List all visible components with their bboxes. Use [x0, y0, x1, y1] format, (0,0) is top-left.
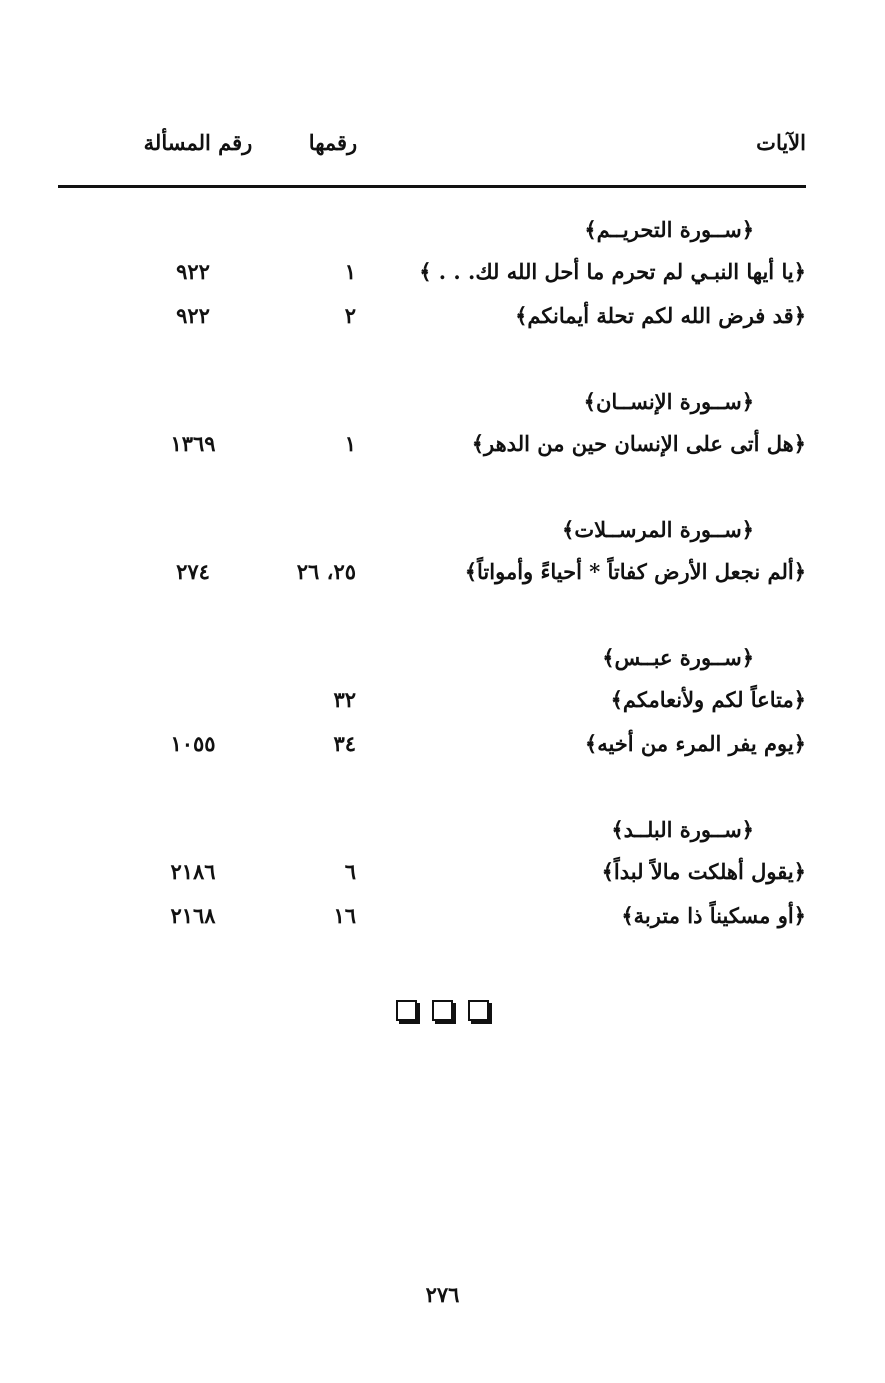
square-icon — [432, 1000, 453, 1021]
surah-section — [58, 638, 806, 766]
verse-number: ٢ — [344, 303, 356, 328]
verse-text: ﴿ألم نجعل الأرض كفاتاً * أحياءً وأمواتاً﴾ — [464, 559, 806, 584]
surah-section — [58, 382, 806, 466]
surah-title: ﴿ســورة المرســلات﴾ — [562, 517, 754, 542]
verse-row — [58, 722, 806, 766]
square-icon — [468, 1000, 489, 1021]
surah-title: ﴿ســورة البلــد﴾ — [611, 817, 754, 842]
square-icon — [396, 1000, 417, 1021]
verse-row — [58, 250, 806, 294]
verse-row — [58, 894, 806, 938]
issue-number: ٩٢٢ — [176, 259, 210, 284]
verse-row — [58, 850, 806, 894]
table-header — [58, 130, 806, 170]
issue-number: ١٣٦٩ — [170, 431, 216, 456]
verse-number: ١ — [344, 259, 356, 284]
issue-number: ٢١٦٨ — [170, 903, 216, 928]
verse-text: ﴿يا أيها النبـي لم تحرم ما أحل الله لك. . . ﴾ — [419, 259, 806, 284]
verse-row — [58, 294, 806, 338]
surah-title: ﴿ســورة الإنســان﴾ — [583, 389, 754, 414]
verse-number: ١ — [344, 431, 356, 456]
verse-row — [58, 678, 806, 722]
verse-text: ﴿قد فرض الله لكم تحلة أيمانكم﴾ — [515, 303, 806, 328]
verse-number: ١٦ — [333, 903, 356, 928]
issue-number: ٩٢٢ — [176, 303, 210, 328]
verse-number: ٢٥، ٢٦ — [296, 559, 356, 584]
verse-text: ﴿يوم يفر المرء من أخيه﴾ — [584, 731, 806, 756]
verse-number: ٣٤ — [333, 731, 356, 756]
verse-row — [58, 422, 806, 466]
verse-index-list — [58, 210, 806, 982]
surah-title: ﴿ســورة التحريــم﴾ — [584, 217, 754, 242]
verse-text: ﴿أو مسكيناً ذا متربة﴾ — [621, 903, 806, 928]
surah-title: ﴿ســورة عبــس﴾ — [602, 645, 754, 670]
verse-text: ﴿متاعاً لكم ولأنعامكم﴾ — [610, 687, 806, 712]
verse-number: ٣٢ — [333, 687, 356, 712]
issue-number: ١٠٥٥ — [170, 731, 216, 756]
header-verses: الآيات — [756, 130, 806, 155]
surah-section — [58, 510, 806, 594]
page-number: ٢٧٦ — [425, 1282, 460, 1307]
verse-text: ﴿يقول أهلكت مالاً لبداً﴾ — [601, 859, 806, 884]
surah-section — [58, 810, 806, 938]
issue-number: ٢١٨٦ — [170, 859, 216, 884]
issue-number: ٢٧٤ — [176, 559, 210, 584]
verse-text: ﴿هل أتى على الإنسان حين من الدهر﴾ — [471, 431, 806, 456]
verse-row — [58, 550, 806, 594]
header-divider — [58, 185, 806, 188]
header-verse-number: رقمها — [308, 130, 358, 155]
header-issue-number: رقم المسألة — [143, 130, 253, 155]
verse-number: ٦ — [344, 859, 356, 884]
section-end-ornament — [0, 1000, 885, 1025]
surah-section — [58, 210, 806, 338]
